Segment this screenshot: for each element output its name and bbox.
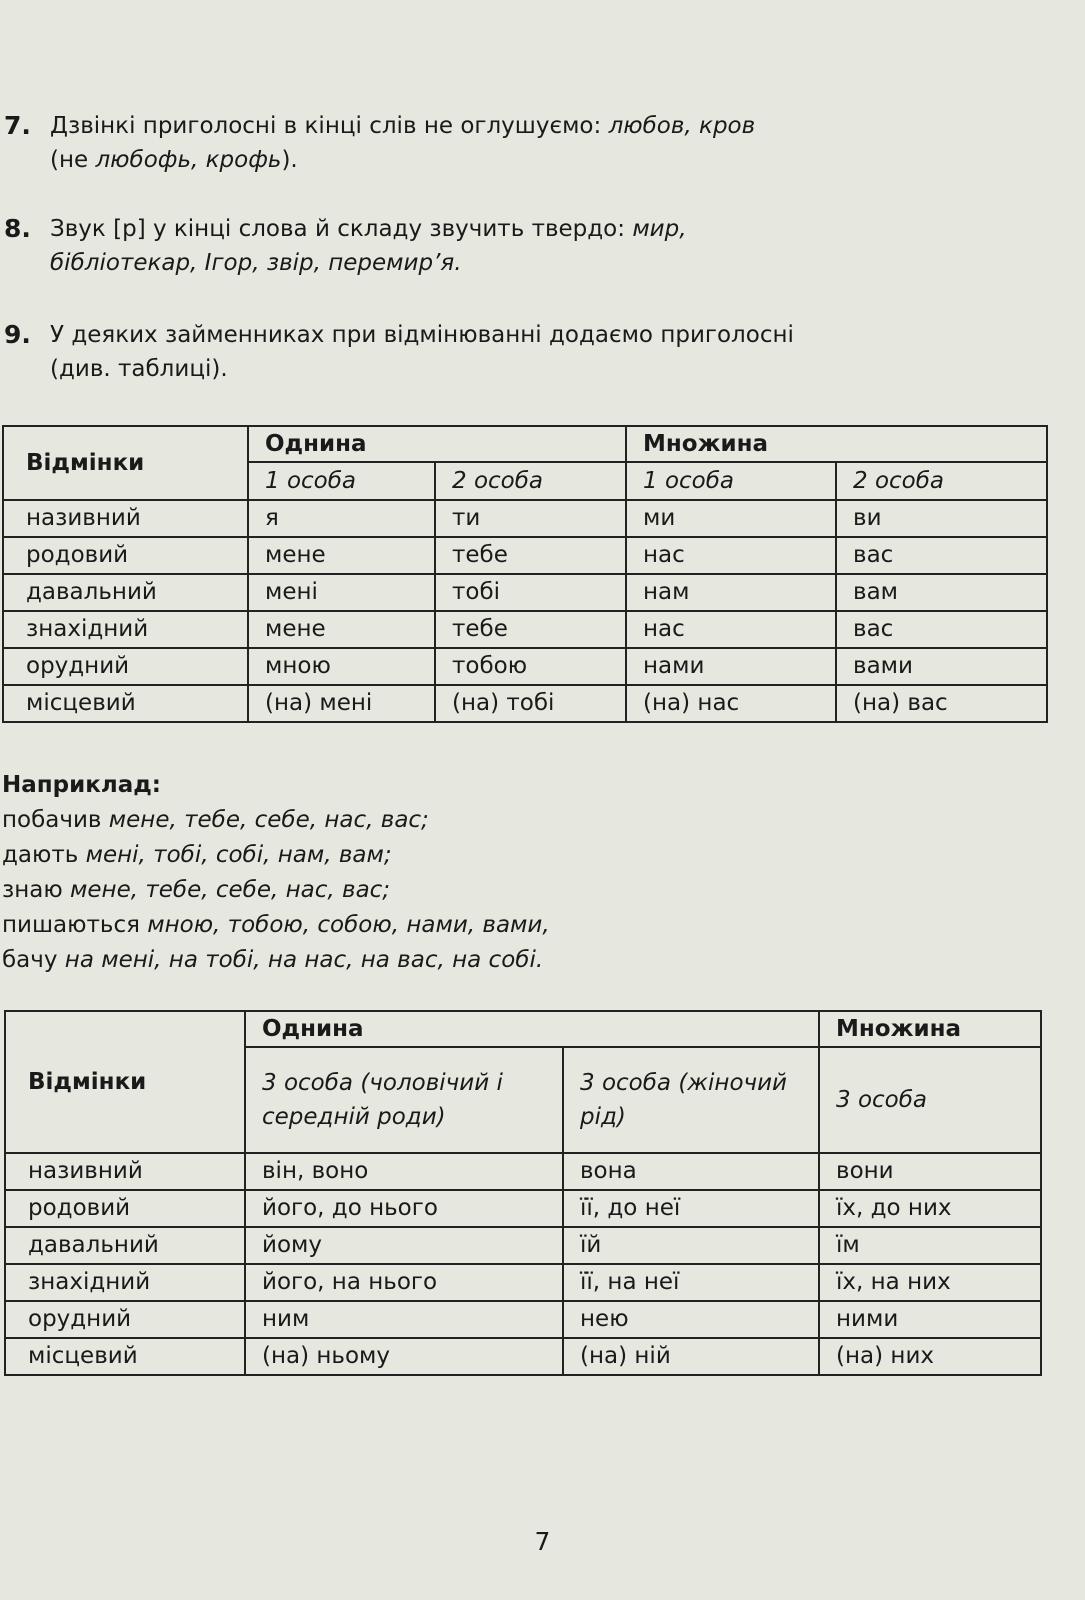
table-cell: (на) нас bbox=[626, 685, 836, 722]
example-line: бачу на мені, на тобі, на нас, на вас, на собі. bbox=[2, 947, 544, 973]
table-cell: ти bbox=[435, 500, 626, 537]
example-line: знаю мене, тебе, себе, нас, вас; bbox=[2, 877, 391, 903]
rule-number: 8. bbox=[4, 214, 31, 243]
table-cell: їй bbox=[563, 1227, 819, 1264]
rule-text: У деяких займенниках при відмінюванні додаємо приголосні (див. таблиці). bbox=[50, 322, 794, 382]
case-name: давальний bbox=[3, 574, 248, 611]
table-cell: (на) мені bbox=[248, 685, 435, 722]
table-cell: вона bbox=[563, 1153, 819, 1190]
page-number: 7 bbox=[534, 1527, 551, 1556]
example-line: дають мені, тобі, собі, нам, вам; bbox=[2, 842, 392, 868]
table-row bbox=[3, 537, 1047, 574]
table-cell: вами bbox=[836, 648, 1047, 685]
column-header-cases: Відмінки bbox=[3, 426, 248, 500]
table-cell: (на) вас bbox=[836, 685, 1047, 722]
column-header-cases: Відмінки bbox=[5, 1011, 245, 1153]
case-name: родовий bbox=[5, 1190, 245, 1227]
pronoun-table-1-2-person bbox=[2, 425, 1048, 723]
table-cell: (на) них bbox=[819, 1338, 1041, 1375]
header-plural: Множина bbox=[819, 1011, 1041, 1047]
case-name: родовий bbox=[3, 537, 248, 574]
case-name: давальний bbox=[5, 1227, 245, 1264]
table-cell: її, на неї bbox=[563, 1264, 819, 1301]
header-singular: Однина bbox=[248, 426, 626, 462]
pronoun-table-3-person bbox=[4, 1010, 1042, 1376]
table-cell: ми bbox=[626, 500, 836, 537]
table-cell: він, воно bbox=[245, 1153, 563, 1190]
case-name: називний bbox=[5, 1153, 245, 1190]
table-cell: ви bbox=[836, 500, 1047, 537]
table-cell: тебе bbox=[435, 611, 626, 648]
case-name: знахідний bbox=[3, 611, 248, 648]
table-row bbox=[3, 648, 1047, 685]
table-cell: (на) ній bbox=[563, 1338, 819, 1375]
table-cell: тобі bbox=[435, 574, 626, 611]
table-cell: ними bbox=[819, 1301, 1041, 1338]
header-person: 3 особа bbox=[819, 1047, 1041, 1153]
table-cell: мені bbox=[248, 574, 435, 611]
rule-text: Звук [р] у кінці слова й складу звучить твердо: мир, бібліотекар, Ігор, звір, перемир’я. bbox=[50, 216, 687, 276]
table-row bbox=[3, 611, 1047, 648]
header-singular: Однина bbox=[245, 1011, 819, 1047]
table-row bbox=[3, 500, 1047, 537]
header-person: 2 особа bbox=[836, 462, 1047, 500]
table-cell: нами bbox=[626, 648, 836, 685]
table-cell: її, до неї bbox=[563, 1190, 819, 1227]
table-cell: тобою bbox=[435, 648, 626, 685]
table-cell: мною bbox=[248, 648, 435, 685]
table-cell: вас bbox=[836, 537, 1047, 574]
table-row bbox=[3, 574, 1047, 611]
table-cell: (на) тобі bbox=[435, 685, 626, 722]
table-cell: його, до нього bbox=[245, 1190, 563, 1227]
table-cell: їх, до них bbox=[819, 1190, 1041, 1227]
rule-number: 9. bbox=[4, 320, 31, 349]
header-person: 2 особа bbox=[435, 462, 626, 500]
table-row bbox=[5, 1338, 1041, 1375]
header-person: 3 особа (чоловічий і середній роди) bbox=[245, 1047, 563, 1153]
header-plural: Множина bbox=[626, 426, 1047, 462]
case-name: називний bbox=[3, 500, 248, 537]
table-cell: мене bbox=[248, 611, 435, 648]
example-line: пишаються мною, тобою, собою, нами, вами, bbox=[2, 912, 550, 938]
header-person: 3 особа (жіночий рід) bbox=[563, 1047, 819, 1153]
table-row bbox=[5, 1301, 1041, 1338]
table-row bbox=[5, 1190, 1041, 1227]
table-cell: нею bbox=[563, 1301, 819, 1338]
case-name: орудний bbox=[3, 648, 248, 685]
table-cell: ним bbox=[245, 1301, 563, 1338]
table-row bbox=[5, 1264, 1041, 1301]
header-person: 1 особа bbox=[248, 462, 435, 500]
table-cell: я bbox=[248, 500, 435, 537]
table-row bbox=[5, 1153, 1041, 1190]
table-cell: нам bbox=[626, 574, 836, 611]
rule-number: 7. bbox=[4, 111, 31, 140]
case-name: місцевий bbox=[5, 1338, 245, 1375]
table-cell: мене bbox=[248, 537, 435, 574]
table-row bbox=[5, 1227, 1041, 1264]
example-title: Наприклад: bbox=[2, 772, 161, 798]
example-block bbox=[2, 768, 550, 978]
table-cell: тебе bbox=[435, 537, 626, 574]
table-row bbox=[3, 685, 1047, 722]
table-cell: його, на нього bbox=[245, 1264, 563, 1301]
rule-text: Дзвінкі приголосні в кінці слів не оглушуємо: любов, кров (не любофь, крофь). bbox=[50, 113, 756, 173]
case-name: орудний bbox=[5, 1301, 245, 1338]
table-cell: їх, на них bbox=[819, 1264, 1041, 1301]
table-cell: нас bbox=[626, 537, 836, 574]
header-person: 1 особа bbox=[626, 462, 836, 500]
table-cell: вас bbox=[836, 611, 1047, 648]
case-name: місцевий bbox=[3, 685, 248, 722]
example-line: побачив мене, тебе, себе, нас, вас; bbox=[2, 807, 429, 833]
case-name: знахідний bbox=[5, 1264, 245, 1301]
table-cell: йому bbox=[245, 1227, 563, 1264]
table-cell: вони bbox=[819, 1153, 1041, 1190]
table-cell: їм bbox=[819, 1227, 1041, 1264]
table-cell: нас bbox=[626, 611, 836, 648]
table-cell: вам bbox=[836, 574, 1047, 611]
table-cell: (на) ньому bbox=[245, 1338, 563, 1375]
